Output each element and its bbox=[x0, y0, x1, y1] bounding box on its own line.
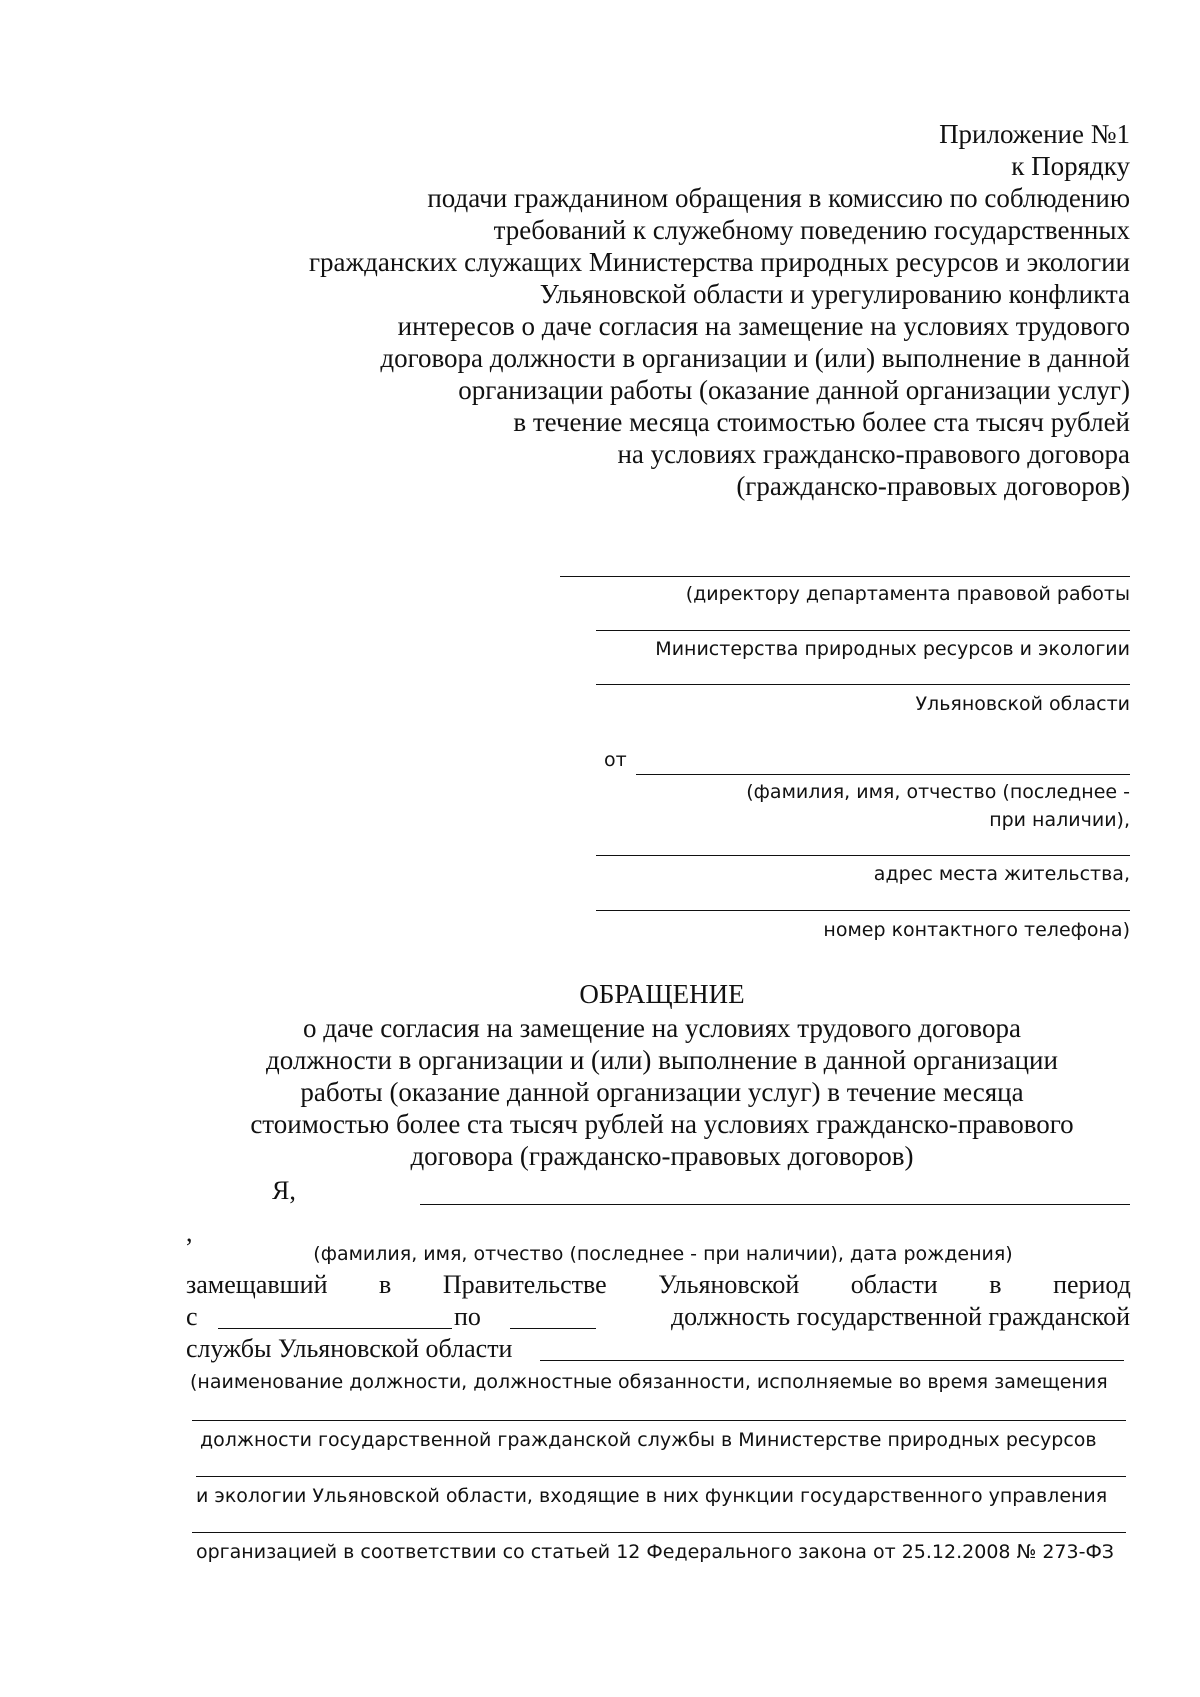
appendix-number: Приложение №1 bbox=[939, 119, 1130, 149]
address-caption: адрес места жительства, bbox=[873, 863, 1130, 885]
header-line: требований к служебному поведению государственных bbox=[493, 215, 1130, 245]
period-start-line[interactable] bbox=[218, 1328, 452, 1329]
position-text: должность государственной гражданской bbox=[670, 1302, 1130, 1331]
header-line: в течение месяца стоимостью более ста тысяч рублей bbox=[513, 407, 1130, 437]
addressee-line[interactable] bbox=[596, 684, 1130, 685]
from-label: от bbox=[604, 749, 627, 771]
law-line[interactable] bbox=[192, 1532, 1126, 1533]
position-caption: (наименование должности, должностные обязанности, исполняемые во время замещения bbox=[190, 1371, 1108, 1393]
i-label: Я, bbox=[272, 1176, 296, 1205]
addressee-caption: Ульяновской области bbox=[915, 693, 1130, 715]
functions-caption: и экологии Ульяновской области, входящие в них функции государственного управления bbox=[196, 1485, 1108, 1507]
to-po-label: по bbox=[454, 1302, 481, 1331]
word: замещавший bbox=[186, 1270, 328, 1299]
word: области bbox=[850, 1270, 938, 1299]
word: Правительстве bbox=[442, 1270, 607, 1299]
from-c-label: с bbox=[186, 1302, 198, 1331]
period-end-line[interactable] bbox=[510, 1328, 596, 1329]
phone-caption: номер контактного телефона) bbox=[823, 919, 1130, 941]
header-line: к Порядку bbox=[1011, 151, 1130, 181]
subtitle-line: должности в организации и (или) выполнение в данной организации bbox=[266, 1045, 1058, 1075]
law-caption: организацией в соответствии со статьей 12 Федерального закона от 25.12.2008 № 273-ФЗ bbox=[196, 1541, 1114, 1563]
word: Ульяновской bbox=[658, 1270, 800, 1299]
word: период bbox=[1053, 1270, 1131, 1299]
header-line: организации работы (оказание данной организации услуг) bbox=[458, 375, 1130, 405]
subtitle-line: работы (оказание данной организации услуг) в течение месяца bbox=[300, 1077, 1024, 1107]
functions-line[interactable] bbox=[196, 1476, 1126, 1477]
addressee-caption: Министерства природных ресурсов и экологии bbox=[655, 638, 1130, 660]
subtitle-line: договора (гражданско-правовых договоров) bbox=[410, 1141, 914, 1171]
header-line: интересов о даче согласия на замещение на условиях трудового bbox=[397, 311, 1130, 341]
phone-line[interactable] bbox=[596, 910, 1130, 911]
addressee-caption: (директору департамента правовой работы bbox=[685, 583, 1130, 605]
address-line[interactable] bbox=[596, 855, 1130, 856]
subtitle-line: стоимостью более ста тысяч рублей на условиях гражданско-правового bbox=[250, 1109, 1074, 1139]
header-line: (гражданско-правовых договоров) bbox=[736, 471, 1130, 501]
sender-caption: при наличии), bbox=[989, 809, 1130, 831]
document-title: ОБРАЩЕНИЕ bbox=[579, 979, 745, 1009]
header-line: договора должности в организации и (или) выполнение в данной bbox=[380, 343, 1130, 373]
service-period-line bbox=[186, 1270, 1131, 1300]
duties-line[interactable] bbox=[192, 1420, 1126, 1421]
sender-caption: (фамилия, имя, отчество (последнее - bbox=[746, 781, 1130, 803]
header-line: Ульяновской области и урегулированию конфликта bbox=[539, 279, 1130, 309]
subtitle-line: о даче согласия на замещение на условиях трудового договора bbox=[303, 1013, 1021, 1043]
word: в bbox=[989, 1270, 1002, 1299]
header-line: на условиях гражданско-правового договора bbox=[617, 439, 1130, 469]
applicant-fio-line[interactable] bbox=[420, 1204, 1130, 1205]
duties-caption: должности государственной гражданской службы в Министерстве природных ресурсов bbox=[200, 1429, 1097, 1451]
addressee-line[interactable] bbox=[596, 630, 1130, 631]
fio-caption: (фамилия, имя, отчество (последнее - при наличии), дата рождения) bbox=[313, 1243, 1013, 1265]
sender-name-line[interactable] bbox=[636, 774, 1130, 775]
comma-mark: , bbox=[186, 1218, 193, 1247]
addressee-line[interactable] bbox=[560, 576, 1130, 577]
service-text: службы Ульяновской области bbox=[186, 1334, 513, 1363]
header-line: гражданских служащих Министерства природных ресурсов и экологии bbox=[308, 247, 1130, 277]
word: в bbox=[379, 1270, 392, 1299]
position-name-line[interactable] bbox=[540, 1360, 1124, 1361]
header-line: подачи гражданином обращения в комиссию по соблюдению bbox=[427, 183, 1130, 213]
